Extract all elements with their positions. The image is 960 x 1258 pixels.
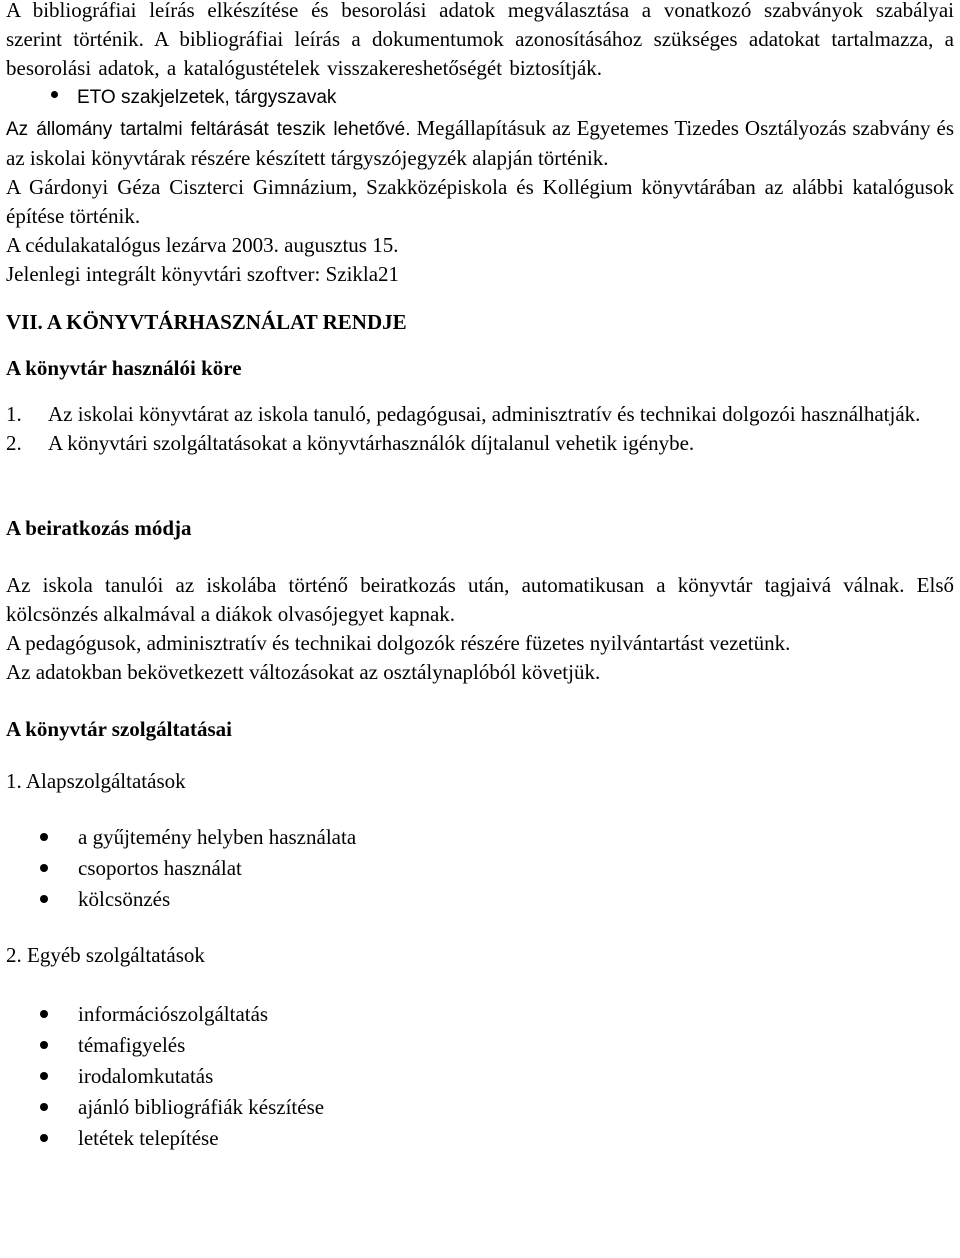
intro-paragraph-2-rest: Megállapításuk az Egyetemes Tizedes Osztályozás szabvány és az iskolai könyvtárak részére készített tárgyszójegyzék alapján történik.: [6, 116, 954, 170]
list-item-text: irodalomkutatás: [78, 1064, 214, 1088]
list-item: [6, 1000, 954, 1029]
bullet-icon: [40, 1072, 48, 1080]
list-item: [6, 429, 954, 458]
list-item-text: A könyvtári szolgáltatásokat a könyvtárhasználók díjtalanul vehetik igénybe.: [48, 431, 695, 455]
list-item-text: csoportos használat: [78, 856, 242, 880]
list-item-text: letétek telepítése: [78, 1126, 219, 1150]
list-item: [6, 854, 954, 883]
list-item: [6, 1124, 954, 1153]
list-item: [6, 1093, 954, 1122]
list-item-number: 2.: [6, 431, 22, 455]
intro-paragraph-2-sans: Az állomány tartalmi feltárását teszik lehetővé.: [6, 119, 411, 140]
bullet-icon: [51, 91, 58, 98]
list-item-text: a gyűjtemény helyben használata: [78, 825, 357, 849]
list-item-text: ETO szakjelzetek, tárgyszavak: [77, 87, 337, 108]
list-item: [6, 885, 954, 914]
other-services-title: 2. Egyéb szolgáltatások: [6, 943, 205, 967]
intro-paragraph-4: A cédulakatalógus lezárva 2003. augusztus 15.: [6, 233, 399, 257]
intro-paragraph-1: A bibliográfiai leírás elkészítése és besorolási adatok megválasztása a vonatkozó szabványok szabályai szerint történik. A bibliográfiai leírás a dokumentumok azonosításához szükséges adatokat tartalmazza, a besorolási adatok, a katalógustételek visszakereshetőségét biztosítják.: [6, 0, 954, 80]
enrollment-paragraph-1: Az iskola tanulói az iskolába történő beiratkozás után, automatikusan a könyvtár tagjaivá válnak. Első kölcsönzés alkalmával a diákok olvasójegyet kapnak.: [6, 573, 954, 626]
intro-paragraph-5: Jelenlegi integrált könyvtári szoftver: Szikla21: [6, 262, 400, 286]
bullet-icon: [40, 1103, 48, 1111]
bullet-icon: [40, 895, 48, 903]
list-item: [6, 1062, 954, 1091]
list-item: [6, 1031, 954, 1060]
bullet-icon: [40, 864, 48, 872]
basic-services-list: [6, 823, 954, 914]
list-item: [6, 823, 954, 852]
intro-paragraph-2: [6, 114, 954, 173]
enrollment-paragraph-3: Az adatokban bekövetkezett változásokat az osztálynaplóból követjük.: [6, 660, 601, 684]
eto-bullet-list: [6, 83, 954, 112]
list-item-text: ajánló bibliográfiák készítése: [78, 1095, 325, 1119]
list-item-text: információszolgáltatás: [78, 1002, 269, 1026]
bullet-icon: [40, 1134, 48, 1142]
list-item-text: témafigyelés: [78, 1033, 186, 1057]
list-item: [6, 400, 954, 429]
list-item-text: kölcsönzés: [78, 887, 171, 911]
list-item-number: 1.: [6, 402, 22, 426]
bullet-icon: [40, 1041, 48, 1049]
users-list: [6, 400, 954, 458]
list-item: [6, 83, 954, 112]
enrollment-paragraph-2: A pedagógusok, adminisztratív és technikai dolgozók részére füzetes nyilvántartást vezetünk.: [6, 631, 791, 655]
intro-paragraph-3: A Gárdonyi Géza Ciszterci Gimnázium, Szakközépiskola és Kollégium könyvtárában az alábbi katalógusok építése történik.: [6, 175, 954, 228]
list-item-text: Az iskolai könyvtárat az iskola tanuló, pedagógusai, adminisztratív és technikai dolgozói használhatják.: [48, 402, 921, 426]
enrollment-heading: A beiratkozás módja: [6, 516, 192, 540]
users-heading: A könyvtár használói köre: [6, 356, 242, 380]
other-services-list: [6, 1000, 954, 1153]
services-heading: A könyvtár szolgáltatásai: [6, 717, 232, 741]
chapter-title: VII. A KÖNYVTÁRHASZNÁLAT RENDJE: [6, 310, 407, 334]
bullet-icon: [40, 833, 48, 841]
bullet-icon: [40, 1010, 48, 1018]
basic-services-title: 1. Alapszolgáltatások: [6, 769, 186, 793]
